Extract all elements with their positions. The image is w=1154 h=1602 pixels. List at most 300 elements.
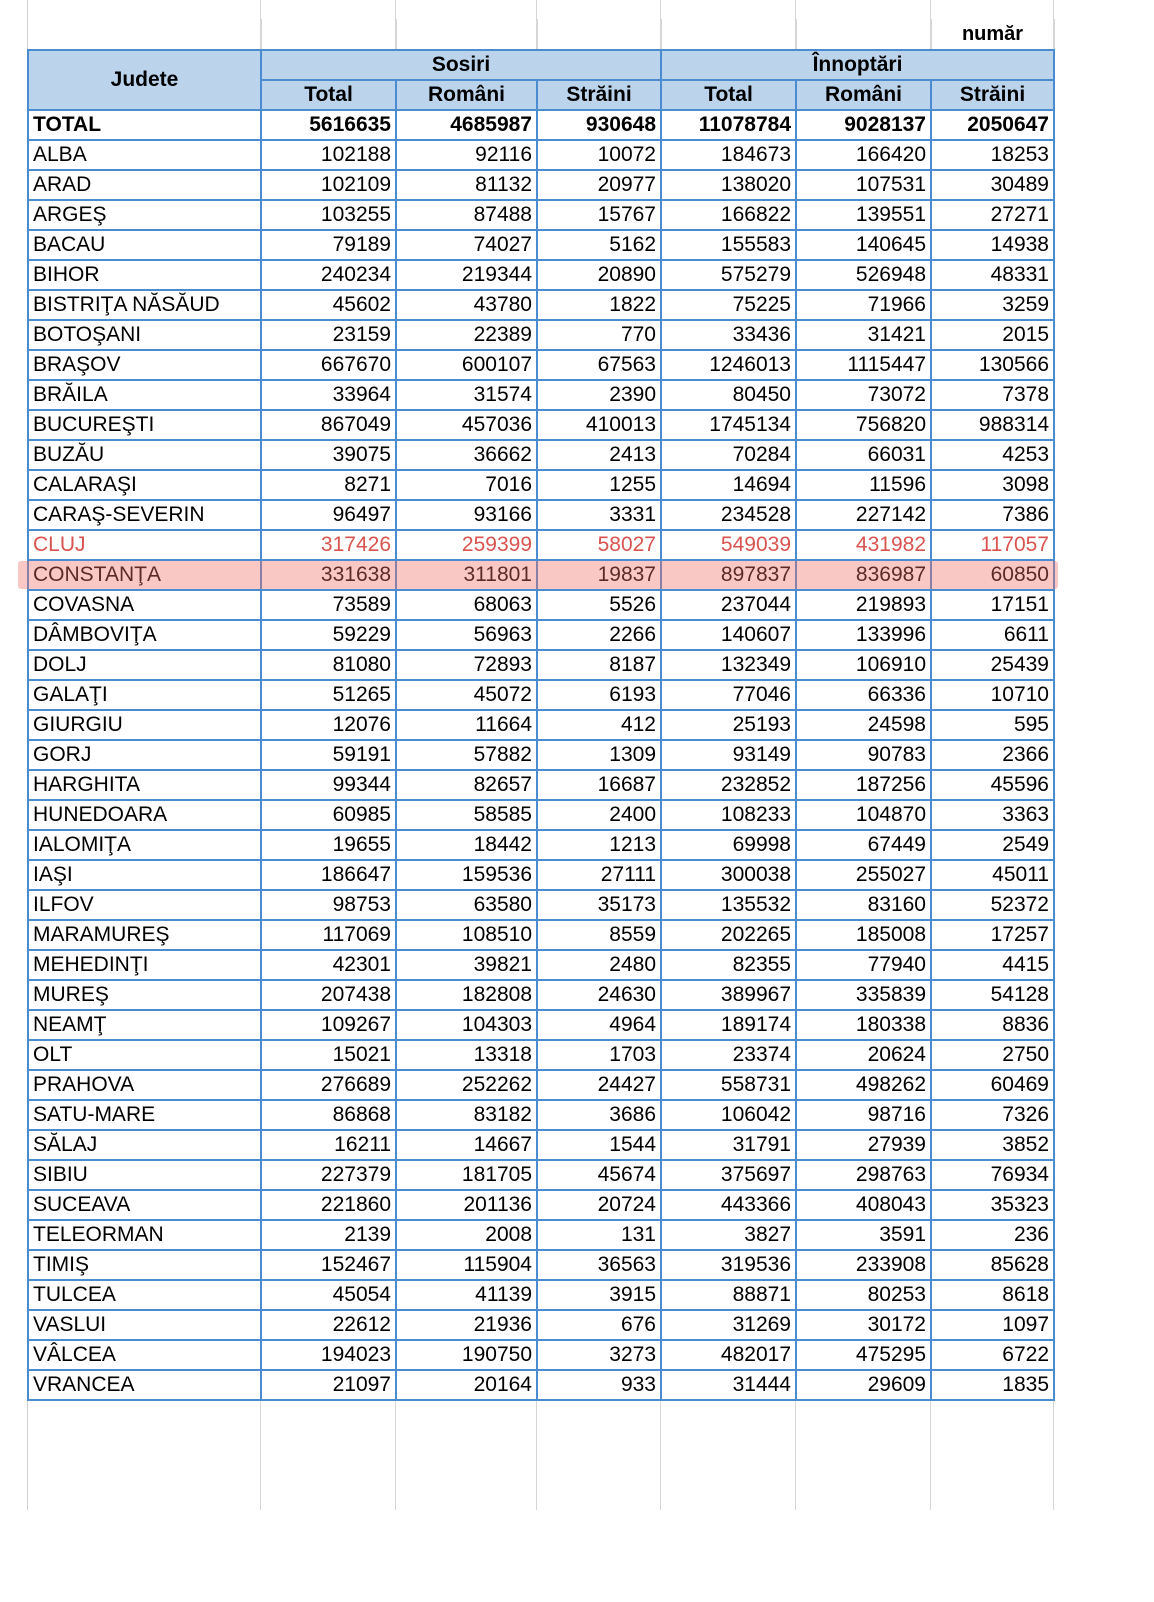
value-cell[interactable]: 1703: [537, 1040, 661, 1070]
value-cell[interactable]: 102188: [261, 140, 396, 170]
value-cell[interactable]: 8271: [261, 470, 396, 500]
value-cell[interactable]: 12076: [261, 710, 396, 740]
value-cell[interactable]: 43780: [396, 290, 537, 320]
value-cell[interactable]: 2750: [931, 1040, 1054, 1070]
value-cell[interactable]: 96497: [261, 500, 396, 530]
value-cell[interactable]: 77046: [661, 680, 796, 710]
sosiri-straini-header[interactable]: Străini: [537, 80, 661, 110]
value-cell[interactable]: 667670: [261, 350, 396, 380]
value-cell[interactable]: 3852: [931, 1130, 1054, 1160]
county-cell[interactable]: TIMIŞ: [28, 1250, 261, 1280]
sosiri-header[interactable]: Sosiri: [261, 50, 661, 80]
value-cell[interactable]: 930648: [537, 110, 661, 140]
value-cell[interactable]: 219344: [396, 260, 537, 290]
county-cell[interactable]: SĂLAJ: [28, 1130, 261, 1160]
value-cell[interactable]: 240234: [261, 260, 396, 290]
value-cell[interactable]: 1255: [537, 470, 661, 500]
empty-cell[interactable]: [796, 19, 931, 50]
value-cell[interactable]: 77940: [796, 950, 931, 980]
county-cell[interactable]: MUREŞ: [28, 980, 261, 1010]
county-cell[interactable]: CALARAŞI: [28, 470, 261, 500]
value-cell[interactable]: 93149: [661, 740, 796, 770]
value-cell[interactable]: 31444: [661, 1370, 796, 1400]
value-cell[interactable]: 201136: [396, 1190, 537, 1220]
value-cell[interactable]: 5526: [537, 590, 661, 620]
value-cell[interactable]: 66031: [796, 440, 931, 470]
value-cell[interactable]: 60469: [931, 1070, 1054, 1100]
value-cell[interactable]: 86868: [261, 1100, 396, 1130]
county-cell[interactable]: TULCEA: [28, 1280, 261, 1310]
value-cell[interactable]: 54128: [931, 980, 1054, 1010]
county-cell[interactable]: PRAHOVA: [28, 1070, 261, 1100]
value-cell[interactable]: 22389: [396, 320, 537, 350]
value-cell[interactable]: 42301: [261, 950, 396, 980]
value-cell[interactable]: 259399: [396, 530, 537, 560]
value-cell[interactable]: 457036: [396, 410, 537, 440]
value-cell[interactable]: 7386: [931, 500, 1054, 530]
value-cell[interactable]: 1309: [537, 740, 661, 770]
value-cell[interactable]: 18253: [931, 140, 1054, 170]
value-cell[interactable]: 2549: [931, 830, 1054, 860]
value-cell[interactable]: 3915: [537, 1280, 661, 1310]
county-cell[interactable]: ILFOV: [28, 890, 261, 920]
value-cell[interactable]: 51265: [261, 680, 396, 710]
value-cell[interactable]: 227379: [261, 1160, 396, 1190]
value-cell[interactable]: 232852: [661, 770, 796, 800]
value-cell[interactable]: 410013: [537, 410, 661, 440]
county-cell[interactable]: OLT: [28, 1040, 261, 1070]
value-cell[interactable]: 4964: [537, 1010, 661, 1040]
value-cell[interactable]: 17151: [931, 590, 1054, 620]
value-cell[interactable]: 331638: [261, 560, 396, 590]
empty-cell[interactable]: [28, 19, 261, 50]
value-cell[interactable]: 52372: [931, 890, 1054, 920]
value-cell[interactable]: 82657: [396, 770, 537, 800]
value-cell[interactable]: 3098: [931, 470, 1054, 500]
value-cell[interactable]: 317426: [261, 530, 396, 560]
value-cell[interactable]: 21936: [396, 1310, 537, 1340]
innoptari-header[interactable]: Înnoptări: [661, 50, 1054, 80]
value-cell[interactable]: 152467: [261, 1250, 396, 1280]
value-cell[interactable]: 498262: [796, 1070, 931, 1100]
value-cell[interactable]: 482017: [661, 1340, 796, 1370]
value-cell[interactable]: 185008: [796, 920, 931, 950]
value-cell[interactable]: 1097: [931, 1310, 1054, 1340]
unit-label[interactable]: număr: [931, 19, 1054, 50]
value-cell[interactable]: 194023: [261, 1340, 396, 1370]
value-cell[interactable]: 756820: [796, 410, 931, 440]
value-cell[interactable]: 5616635: [261, 110, 396, 140]
value-cell[interactable]: 475295: [796, 1340, 931, 1370]
value-cell[interactable]: 181705: [396, 1160, 537, 1190]
county-cell[interactable]: GIURGIU: [28, 710, 261, 740]
value-cell[interactable]: 67563: [537, 350, 661, 380]
value-cell[interactable]: 45011: [931, 860, 1054, 890]
value-cell[interactable]: 526948: [796, 260, 931, 290]
county-cell[interactable]: BRĂILA: [28, 380, 261, 410]
value-cell[interactable]: 2266: [537, 620, 661, 650]
value-cell[interactable]: 79189: [261, 230, 396, 260]
value-cell[interactable]: 138020: [661, 170, 796, 200]
county-cell[interactable]: BACAU: [28, 230, 261, 260]
innoptari-straini-header[interactable]: Străini: [931, 80, 1054, 110]
county-cell[interactable]: MARAMUREŞ: [28, 920, 261, 950]
value-cell[interactable]: 25439: [931, 650, 1054, 680]
value-cell[interactable]: 140645: [796, 230, 931, 260]
value-cell[interactable]: 933: [537, 1370, 661, 1400]
value-cell[interactable]: 80253: [796, 1280, 931, 1310]
value-cell[interactable]: 8618: [931, 1280, 1054, 1310]
value-cell[interactable]: 140607: [661, 620, 796, 650]
value-cell[interactable]: 135532: [661, 890, 796, 920]
value-cell[interactable]: 233908: [796, 1250, 931, 1280]
value-cell[interactable]: 133996: [796, 620, 931, 650]
value-cell[interactable]: 70284: [661, 440, 796, 470]
value-cell[interactable]: 1835: [931, 1370, 1054, 1400]
value-cell[interactable]: 130566: [931, 350, 1054, 380]
value-cell[interactable]: 27939: [796, 1130, 931, 1160]
county-cell[interactable]: HARGHITA: [28, 770, 261, 800]
value-cell[interactable]: 13318: [396, 1040, 537, 1070]
value-cell[interactable]: 117069: [261, 920, 396, 950]
value-cell[interactable]: 11664: [396, 710, 537, 740]
value-cell[interactable]: 20624: [796, 1040, 931, 1070]
value-cell[interactable]: 1246013: [661, 350, 796, 380]
county-cell[interactable]: VASLUI: [28, 1310, 261, 1340]
value-cell[interactable]: 30172: [796, 1310, 931, 1340]
value-cell[interactable]: 236: [931, 1220, 1054, 1250]
county-cell[interactable]: CONSTANŢA: [28, 560, 261, 590]
county-cell[interactable]: GORJ: [28, 740, 261, 770]
value-cell[interactable]: 159536: [396, 860, 537, 890]
value-cell[interactable]: 19837: [537, 560, 661, 590]
value-cell[interactable]: 21097: [261, 1370, 396, 1400]
value-cell[interactable]: 186647: [261, 860, 396, 890]
value-cell[interactable]: 4685987: [396, 110, 537, 140]
value-cell[interactable]: 6611: [931, 620, 1054, 650]
value-cell[interactable]: 3259: [931, 290, 1054, 320]
value-cell[interactable]: 69998: [661, 830, 796, 860]
value-cell[interactable]: 8836: [931, 1010, 1054, 1040]
county-cell[interactable]: TOTAL: [28, 110, 261, 140]
value-cell[interactable]: 14694: [661, 470, 796, 500]
value-cell[interactable]: 85628: [931, 1250, 1054, 1280]
value-cell[interactable]: 108510: [396, 920, 537, 950]
value-cell[interactable]: 676: [537, 1310, 661, 1340]
value-cell[interactable]: 7378: [931, 380, 1054, 410]
value-cell[interactable]: 83160: [796, 890, 931, 920]
value-cell[interactable]: 219893: [796, 590, 931, 620]
value-cell[interactable]: 76934: [931, 1160, 1054, 1190]
value-cell[interactable]: 298763: [796, 1160, 931, 1190]
value-cell[interactable]: 66336: [796, 680, 931, 710]
value-cell[interactable]: 10710: [931, 680, 1054, 710]
value-cell[interactable]: 35323: [931, 1190, 1054, 1220]
value-cell[interactable]: 11596: [796, 470, 931, 500]
value-cell[interactable]: 3686: [537, 1100, 661, 1130]
value-cell[interactable]: 73589: [261, 590, 396, 620]
county-cell[interactable]: VÂLCEA: [28, 1340, 261, 1370]
value-cell[interactable]: 3363: [931, 800, 1054, 830]
value-cell[interactable]: 27111: [537, 860, 661, 890]
value-cell[interactable]: 39821: [396, 950, 537, 980]
value-cell[interactable]: 14938: [931, 230, 1054, 260]
value-cell[interactable]: 1544: [537, 1130, 661, 1160]
value-cell[interactable]: 15767: [537, 200, 661, 230]
county-cell[interactable]: SIBIU: [28, 1160, 261, 1190]
value-cell[interactable]: 139551: [796, 200, 931, 230]
value-cell[interactable]: 71966: [796, 290, 931, 320]
value-cell[interactable]: 82355: [661, 950, 796, 980]
value-cell[interactable]: 202265: [661, 920, 796, 950]
value-cell[interactable]: 558731: [661, 1070, 796, 1100]
value-cell[interactable]: 836987: [796, 560, 931, 590]
county-cell[interactable]: ARGEŞ: [28, 200, 261, 230]
county-cell[interactable]: GALAŢI: [28, 680, 261, 710]
value-cell[interactable]: 68063: [396, 590, 537, 620]
county-cell[interactable]: COVASNA: [28, 590, 261, 620]
county-cell[interactable]: BUCUREŞTI: [28, 410, 261, 440]
value-cell[interactable]: 20724: [537, 1190, 661, 1220]
empty-cell[interactable]: [396, 19, 537, 50]
value-cell[interactable]: 595: [931, 710, 1054, 740]
value-cell[interactable]: 109267: [261, 1010, 396, 1040]
value-cell[interactable]: 107531: [796, 170, 931, 200]
value-cell[interactable]: 412: [537, 710, 661, 740]
value-cell[interactable]: 11078784: [661, 110, 796, 140]
value-cell[interactable]: 24427: [537, 1070, 661, 1100]
value-cell[interactable]: 73072: [796, 380, 931, 410]
value-cell[interactable]: 23159: [261, 320, 396, 350]
county-cell[interactable]: ALBA: [28, 140, 261, 170]
value-cell[interactable]: 389967: [661, 980, 796, 1010]
value-cell[interactable]: 39075: [261, 440, 396, 470]
value-cell[interactable]: 35173: [537, 890, 661, 920]
value-cell[interactable]: 770: [537, 320, 661, 350]
value-cell[interactable]: 45054: [261, 1280, 396, 1310]
innoptari-total-header[interactable]: Total: [661, 80, 796, 110]
value-cell[interactable]: 10072: [537, 140, 661, 170]
county-cell[interactable]: BRAŞOV: [28, 350, 261, 380]
value-cell[interactable]: 90783: [796, 740, 931, 770]
value-cell[interactable]: 1213: [537, 830, 661, 860]
county-cell[interactable]: CLUJ: [28, 530, 261, 560]
value-cell[interactable]: 6193: [537, 680, 661, 710]
value-cell[interactable]: 189174: [661, 1010, 796, 1040]
value-cell[interactable]: 31791: [661, 1130, 796, 1160]
value-cell[interactable]: 182808: [396, 980, 537, 1010]
value-cell[interactable]: 15021: [261, 1040, 396, 1070]
value-cell[interactable]: 2015: [931, 320, 1054, 350]
county-cell[interactable]: DÂMBOVIŢA: [28, 620, 261, 650]
value-cell[interactable]: 3331: [537, 500, 661, 530]
value-cell[interactable]: 227142: [796, 500, 931, 530]
value-cell[interactable]: 83182: [396, 1100, 537, 1130]
county-cell[interactable]: BISTRIŢA NĂSĂUD: [28, 290, 261, 320]
value-cell[interactable]: 431982: [796, 530, 931, 560]
value-cell[interactable]: 443366: [661, 1190, 796, 1220]
value-cell[interactable]: 63580: [396, 890, 537, 920]
value-cell[interactable]: 60985: [261, 800, 396, 830]
value-cell[interactable]: 72893: [396, 650, 537, 680]
value-cell[interactable]: 2400: [537, 800, 661, 830]
value-cell[interactable]: 31269: [661, 1310, 796, 1340]
value-cell[interactable]: 98716: [796, 1100, 931, 1130]
value-cell[interactable]: 59229: [261, 620, 396, 650]
value-cell[interactable]: 24598: [796, 710, 931, 740]
value-cell[interactable]: 897837: [661, 560, 796, 590]
value-cell[interactable]: 131: [537, 1220, 661, 1250]
county-cell[interactable]: SUCEAVA: [28, 1190, 261, 1220]
value-cell[interactable]: 98753: [261, 890, 396, 920]
value-cell[interactable]: 4253: [931, 440, 1054, 470]
value-cell[interactable]: 45072: [396, 680, 537, 710]
value-cell[interactable]: 5162: [537, 230, 661, 260]
value-cell[interactable]: 33436: [661, 320, 796, 350]
value-cell[interactable]: 14667: [396, 1130, 537, 1160]
value-cell[interactable]: 1115447: [796, 350, 931, 380]
value-cell[interactable]: 549039: [661, 530, 796, 560]
county-cell[interactable]: ARAD: [28, 170, 261, 200]
sosiri-romani-header[interactable]: Români: [396, 80, 537, 110]
value-cell[interactable]: 106910: [796, 650, 931, 680]
value-cell[interactable]: 45596: [931, 770, 1054, 800]
county-cell[interactable]: CARAŞ-SEVERIN: [28, 500, 261, 530]
value-cell[interactable]: 600107: [396, 350, 537, 380]
innoptari-romani-header[interactable]: Români: [796, 80, 931, 110]
county-cell[interactable]: TELEORMAN: [28, 1220, 261, 1250]
value-cell[interactable]: 92116: [396, 140, 537, 170]
value-cell[interactable]: 31421: [796, 320, 931, 350]
value-cell[interactable]: 7016: [396, 470, 537, 500]
value-cell[interactable]: 106042: [661, 1100, 796, 1130]
value-cell[interactable]: 29609: [796, 1370, 931, 1400]
county-header[interactable]: Judete: [28, 50, 261, 110]
value-cell[interactable]: 45602: [261, 290, 396, 320]
county-cell[interactable]: VRANCEA: [28, 1370, 261, 1400]
value-cell[interactable]: 132349: [661, 650, 796, 680]
county-cell[interactable]: HUNEDOARA: [28, 800, 261, 830]
value-cell[interactable]: 36662: [396, 440, 537, 470]
value-cell[interactable]: 166822: [661, 200, 796, 230]
value-cell[interactable]: 3273: [537, 1340, 661, 1370]
value-cell[interactable]: 103255: [261, 200, 396, 230]
value-cell[interactable]: 17257: [931, 920, 1054, 950]
value-cell[interactable]: 20890: [537, 260, 661, 290]
value-cell[interactable]: 27271: [931, 200, 1054, 230]
value-cell[interactable]: 207438: [261, 980, 396, 1010]
value-cell[interactable]: 8559: [537, 920, 661, 950]
value-cell[interactable]: 252262: [396, 1070, 537, 1100]
value-cell[interactable]: 115904: [396, 1250, 537, 1280]
value-cell[interactable]: 408043: [796, 1190, 931, 1220]
value-cell[interactable]: 31574: [396, 380, 537, 410]
county-cell[interactable]: BUZĂU: [28, 440, 261, 470]
value-cell[interactable]: 25193: [661, 710, 796, 740]
value-cell[interactable]: 81080: [261, 650, 396, 680]
value-cell[interactable]: 2413: [537, 440, 661, 470]
value-cell[interactable]: 80450: [661, 380, 796, 410]
value-cell[interactable]: 180338: [796, 1010, 931, 1040]
value-cell[interactable]: 3827: [661, 1220, 796, 1250]
county-cell[interactable]: BIHOR: [28, 260, 261, 290]
value-cell[interactable]: 104870: [796, 800, 931, 830]
value-cell[interactable]: 190750: [396, 1340, 537, 1370]
value-cell[interactable]: 59191: [261, 740, 396, 770]
value-cell[interactable]: 166420: [796, 140, 931, 170]
empty-cell[interactable]: [661, 19, 796, 50]
value-cell[interactable]: 36563: [537, 1250, 661, 1280]
value-cell[interactable]: 2390: [537, 380, 661, 410]
value-cell[interactable]: 87488: [396, 200, 537, 230]
county-cell[interactable]: BOTOŞANI: [28, 320, 261, 350]
sosiri-total-header[interactable]: Total: [261, 80, 396, 110]
value-cell[interactable]: 58585: [396, 800, 537, 830]
value-cell[interactable]: 255027: [796, 860, 931, 890]
value-cell[interactable]: 4415: [931, 950, 1054, 980]
county-cell[interactable]: NEAMŢ: [28, 1010, 261, 1040]
value-cell[interactable]: 18442: [396, 830, 537, 860]
value-cell[interactable]: 117057: [931, 530, 1054, 560]
value-cell[interactable]: 867049: [261, 410, 396, 440]
value-cell[interactable]: 93166: [396, 500, 537, 530]
value-cell[interactable]: 237044: [661, 590, 796, 620]
value-cell[interactable]: 988314: [931, 410, 1054, 440]
value-cell[interactable]: 23374: [661, 1040, 796, 1070]
value-cell[interactable]: 19655: [261, 830, 396, 860]
value-cell[interactable]: 16687: [537, 770, 661, 800]
value-cell[interactable]: 9028137: [796, 110, 931, 140]
value-cell[interactable]: 20977: [537, 170, 661, 200]
county-cell[interactable]: IALOMIŢA: [28, 830, 261, 860]
value-cell[interactable]: 20164: [396, 1370, 537, 1400]
value-cell[interactable]: 56963: [396, 620, 537, 650]
value-cell[interactable]: 311801: [396, 560, 537, 590]
value-cell[interactable]: 300038: [661, 860, 796, 890]
value-cell[interactable]: 33964: [261, 380, 396, 410]
value-cell[interactable]: 3591: [796, 1220, 931, 1250]
value-cell[interactable]: 75225: [661, 290, 796, 320]
value-cell[interactable]: 57882: [396, 740, 537, 770]
value-cell[interactable]: 234528: [661, 500, 796, 530]
value-cell[interactable]: 575279: [661, 260, 796, 290]
value-cell[interactable]: 24630: [537, 980, 661, 1010]
value-cell[interactable]: 8187: [537, 650, 661, 680]
value-cell[interactable]: 67449: [796, 830, 931, 860]
value-cell[interactable]: 7326: [931, 1100, 1054, 1130]
empty-cell[interactable]: [261, 19, 396, 50]
value-cell[interactable]: 58027: [537, 530, 661, 560]
county-cell[interactable]: IAŞI: [28, 860, 261, 890]
value-cell[interactable]: 2480: [537, 950, 661, 980]
value-cell[interactable]: 108233: [661, 800, 796, 830]
value-cell[interactable]: 221860: [261, 1190, 396, 1220]
value-cell[interactable]: 319536: [661, 1250, 796, 1280]
value-cell[interactable]: 22612: [261, 1310, 396, 1340]
value-cell[interactable]: 60850: [931, 560, 1054, 590]
value-cell[interactable]: 6722: [931, 1340, 1054, 1370]
value-cell[interactable]: 48331: [931, 260, 1054, 290]
value-cell[interactable]: 104303: [396, 1010, 537, 1040]
value-cell[interactable]: 335839: [796, 980, 931, 1010]
value-cell[interactable]: 1822: [537, 290, 661, 320]
value-cell[interactable]: 155583: [661, 230, 796, 260]
county-cell[interactable]: MEHEDINŢI: [28, 950, 261, 980]
value-cell[interactable]: 81132: [396, 170, 537, 200]
value-cell[interactable]: 30489: [931, 170, 1054, 200]
empty-cell[interactable]: [537, 19, 661, 50]
value-cell[interactable]: 276689: [261, 1070, 396, 1100]
